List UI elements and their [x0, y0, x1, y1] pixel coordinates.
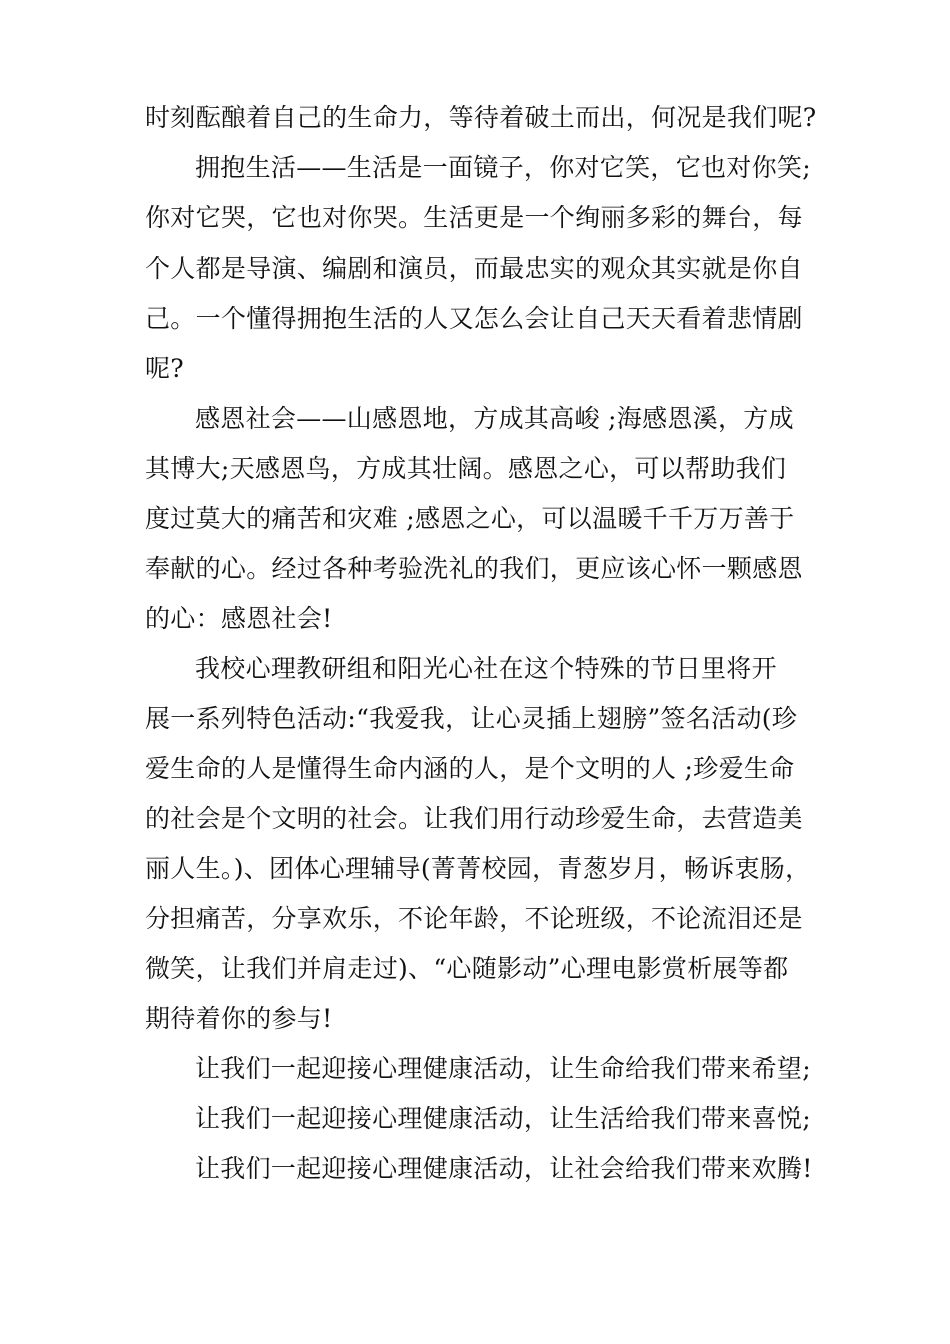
paragraph-embrace-life-line-4: 己。一个懂得拥抱生活的人又怎么会让自己天天看着悲情剧 — [145, 304, 803, 333]
paragraph-activities-line-3: 爱生命的人是懂得生命内涵的人，是个文明的人 ;珍爱生命 — [145, 754, 795, 783]
closing-line-joy: 让我们一起迎接心理健康活动，让生活给我们带来喜悦; — [195, 1104, 811, 1133]
paragraph-embrace-life-line-1: 拥抱生活——生活是一面镜子，你对它笑，它也对你笑; — [195, 153, 811, 182]
closing-line-hope: 让我们一起迎接心理健康活动，让生命给我们带来希望; — [195, 1054, 811, 1083]
paragraph-activities-line-8: 期待着你的参与! — [145, 1004, 333, 1033]
text-line-1: 时刻酝酿着自己的生命力，等待着破土而出，何况是我们呢? — [145, 103, 817, 132]
paragraph-activities-line-6: 分担痛苦，分享欢乐，不论年龄，不论班级，不论流泪还是 — [145, 904, 803, 933]
paragraph-embrace-life-line-5: 呢? — [145, 354, 185, 383]
paragraph-activities-line-4: 的社会是个文明的社会。让我们用行动珍爱生命，去营造美 — [145, 804, 803, 833]
paragraph-embrace-life-line-3: 个人都是导演、编剧和演员，而最忠实的观众其实就是你自 — [145, 254, 803, 283]
paragraph-activities-line-2: 展一系列特色活动:“我爱我，让心灵插上翅膀”签名活动(珍 — [145, 704, 798, 733]
paragraph-gratitude-line-3: 度过莫大的痛苦和灾难 ;感恩之心，可以温暖千千万万善于 — [145, 504, 795, 533]
paragraph-activities-line-1: 我校心理教研组和阳光心社在这个特殊的节日里将开 — [195, 654, 777, 683]
paragraph-activities-line-7: 微笑，让我们并肩走过)、“心随影动”心理电影赏析展等都 — [145, 954, 789, 983]
paragraph-gratitude-line-5: 的心：感恩社会! — [145, 604, 333, 633]
closing-line-celebration: 让我们一起迎接心理健康活动，让社会给我们带来欢腾! — [195, 1154, 813, 1183]
paragraph-gratitude-line-4: 奉献的心。经过各种考验洗礼的我们，更应该心怀一颗感恩 — [145, 554, 803, 583]
paragraph-gratitude-line-2: 其博大;天感恩鸟，方成其壮阔。感恩之心，可以帮助我们 — [145, 454, 787, 483]
paragraph-embrace-life-line-2: 你对它哭，它也对你哭。生活更是一个绚丽多彩的舞台，每 — [145, 203, 803, 232]
paragraph-gratitude-line-1: 感恩社会——山感恩地，方成其高峻 ;海感恩溪，方成 — [195, 404, 794, 433]
paragraph-activities-line-5: 丽人生。)、团体心理辅导(菁菁校园，青葱岁月，畅诉衷肠， — [145, 854, 811, 883]
